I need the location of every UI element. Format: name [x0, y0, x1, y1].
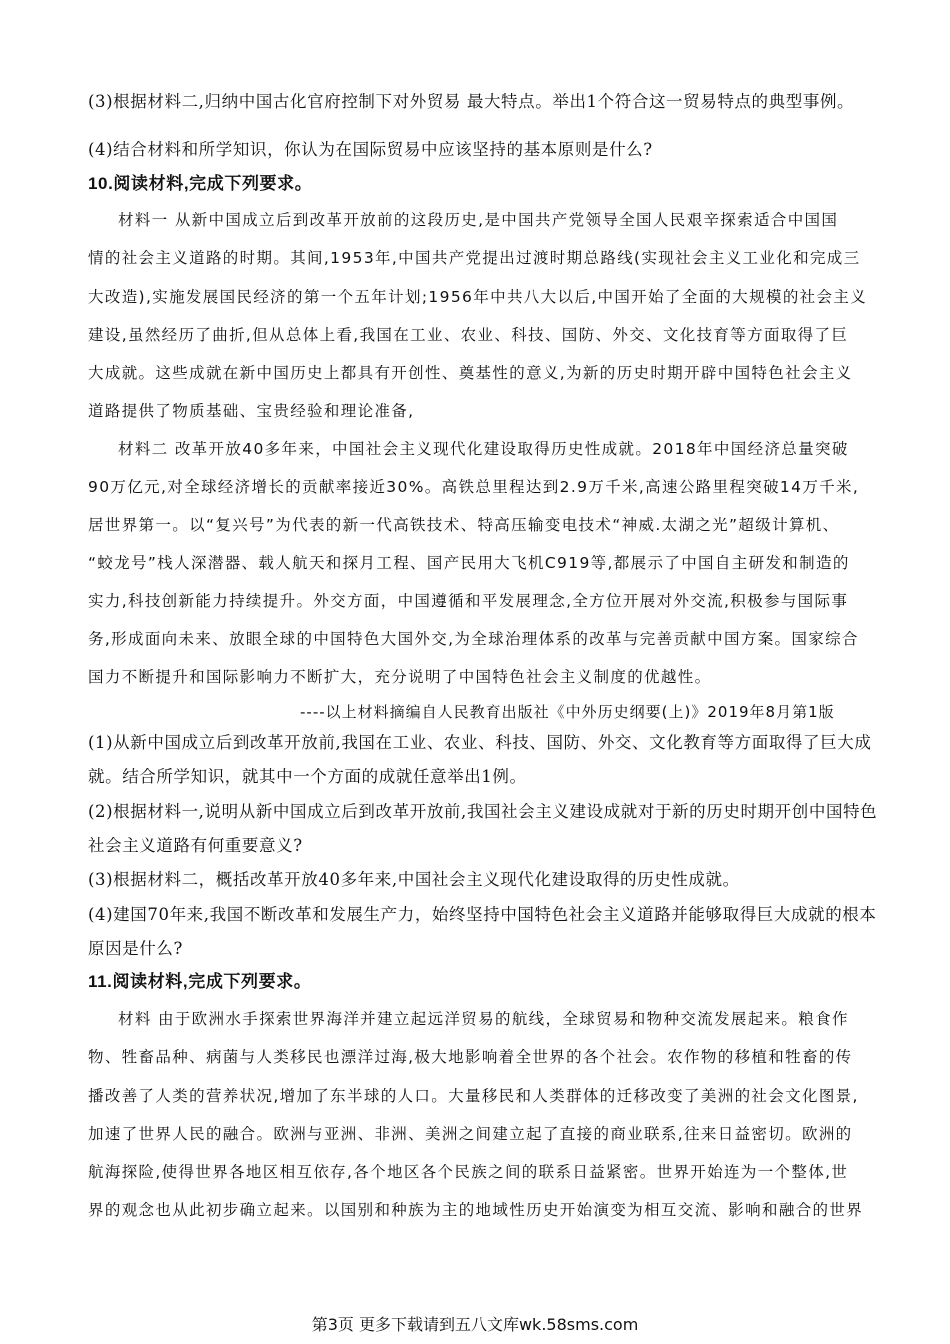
- q10-question-2-line: 社会主义道路有何重要意义?: [88, 836, 303, 855]
- q11-material-line: 物、牲畜品种、病菌与人类移民也漂洋过海,极大地影响着全世界的各个社会。农作物的移植和牲畜的传: [88, 1048, 853, 1066]
- q10-material1-line: 大改造),实施发展国民经济的第一个五年计划;1956年中共八大以后,中国开始了全面的大规模的社会主义: [88, 288, 868, 306]
- q11-material-line: 界的观念也从此初步确立起来。以国别和种族为主的地域性历史开始演变为相互交流、影响和融合的世界: [88, 1201, 864, 1219]
- q10-question-4-line: 原因是什么?: [88, 939, 183, 958]
- q10-question-4-line: (4)建国70年来,我国不断改革和发展生产力，始终坚持中国特色社会主义道路并能够取得巨大成就的根本: [88, 905, 877, 924]
- q11-material-line: 加速了世界人民的融合。欧洲与亚洲、非洲、美洲之间建立起了直接的商业联系,往来日益密切。欧洲的: [88, 1125, 853, 1143]
- q10-material2-line: 国力不断提升和国际影响力不断扩大，充分说明了中国特色社会主义制度的优越性。: [88, 668, 712, 686]
- q10-material2-line: 90万亿元,对全球经济增长的贡献率接近30%。高铁总里程达到2.9万千米,高速公路里程突破14万千米,: [88, 478, 860, 496]
- q10-heading: 10.阅读材料,完成下列要求。: [88, 174, 313, 193]
- q10-material2-line: “蛟龙号”栈人深潜器、载人航天和探月工程、国产民用大飞机C919等,都展示了中国自主研发和制造的: [88, 554, 850, 572]
- q10-material2-line: 实力,科技创新能力持续提升。外交方面，中国遵循和平发展理念,全方位开展对外交流,积极参与国际事: [88, 592, 849, 610]
- q10-source-citation: ----以上材料摘编自人民教育出版社《中外历史纲要(上)》2019年8月第1版: [300, 703, 835, 721]
- q10-material1-line: 道路提供了物质基础、宝贵经验和理论准备,: [88, 402, 415, 420]
- q10-material1-line: 材料一 从新中国成立后到改革开放前的这段历史,是中国共产党领导全国人民艰辛探索适合中国国: [118, 211, 839, 229]
- q10-question-2-line: (2)根据材料一,说明从新中国成立后到改革开放前,我国社会主义建设成就对于新的历史时期开创中国特色: [88, 802, 878, 821]
- q10-material1-line: 大成就。这些成就在新中国历史上都具有开创性、奠基性的意义,为新的历史时期开辟中国特色社会主义: [88, 364, 853, 382]
- q10-material2-line: 务,形成面向未来、放眼全球的中国特色大国外交,为全球治理体系的改革与完善贡献中国方案。国家综合: [88, 630, 859, 648]
- q11-material-line: 播改善了人类的营养状况,增加了东半球的人口。大量移民和人类群体的迁移改变了美洲的社会文化图景,: [88, 1087, 859, 1105]
- q10-material1-line: 情的社会主义道路的时期。其间,1953年,中国共产党提出过渡时期总路线(实现社会主义工业化和完成三: [88, 249, 861, 267]
- q9-question-3: (3)根据材料二,归纳中国古化官府控制下对外贸易 最大特点。举出1个符合这一贸易特点的典型事例。: [88, 92, 855, 111]
- q10-material2-line: 居世界第一。以“复兴号”为代表的新一代高铁技术、特高压输变电技术“神威.太湖之光”超级计算机、: [88, 516, 840, 534]
- page-footer: 第3页 更多下载请到五八文库wk.58sms.com: [311, 1315, 639, 1334]
- q10-material1-line: 建设,虽然经历了曲折,但从总体上看,我国在工业、农业、科技、国防、外交、文化技育等方面取得了巨: [88, 326, 849, 344]
- q10-question-3: (3)根据材料二，概括改革开放40多年来,中国社会主义现代化建设取得的历史性成就。: [88, 870, 740, 889]
- q11-material-line: 航海探险,使得世界各地区相互依存,各个地区各个民族之间的联系日益紧密。世界开始连为一个整体,世: [88, 1163, 849, 1181]
- q10-question-1-line: (1)从新中国成立后到改革开放前,我国在工业、农业、科技、国防、外交、文化教育等方面取得了巨大成: [88, 733, 872, 752]
- q11-heading: 11.阅读材料,完成下列要求。: [88, 972, 312, 991]
- q10-material2-line: 材料二 改革开放40多年来，中国社会主义现代化建设取得历史性成就。2018年中国经济总量突破: [118, 440, 849, 458]
- q11-material-line: 材料 由于欧洲水手探索世界海洋并建立起远洋贸易的航线，全球贸易和物种交流发展起来。粮食作: [118, 1010, 849, 1028]
- q10-question-1-line: 就。结合所学知识，就其中一个方面的成就任意举出1例。: [88, 767, 527, 786]
- q9-question-4: (4)结合材料和所学知识，你认为在国际贸易中应该坚持的基本原则是什么?: [88, 140, 653, 159]
